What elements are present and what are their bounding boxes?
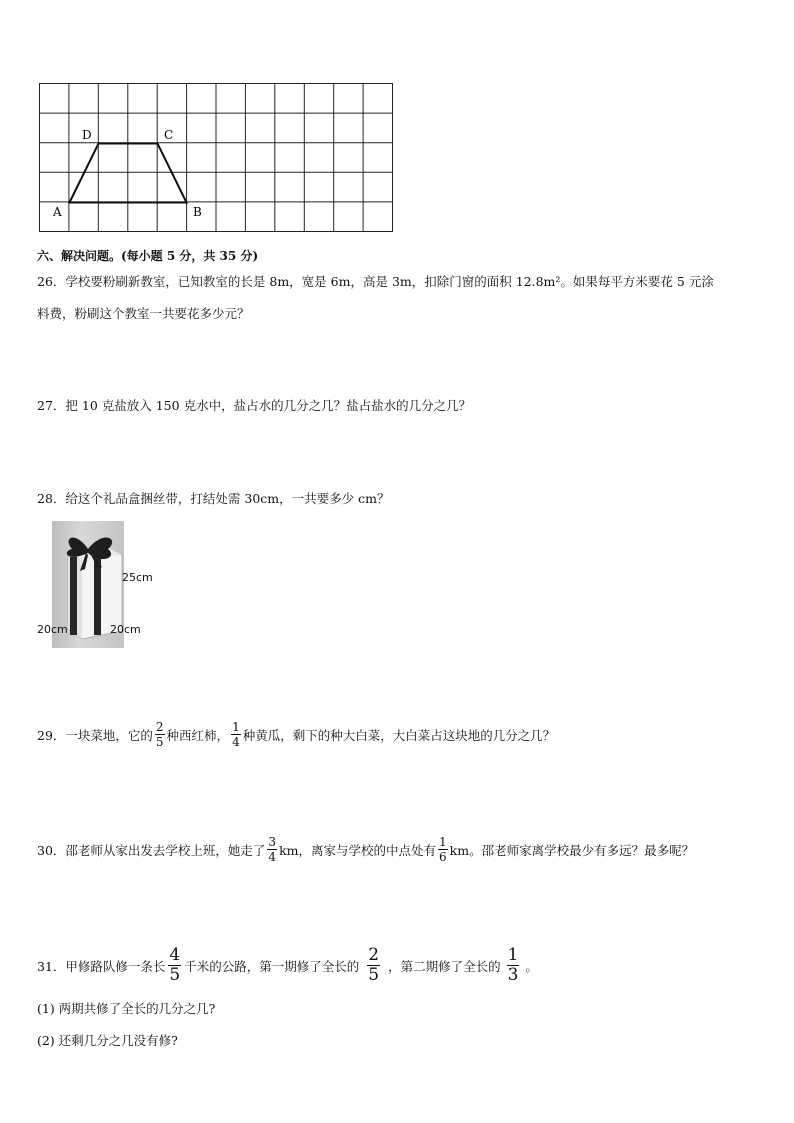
left-width-label: 20cm: [37, 623, 68, 636]
q31-fraction-2-5: [367, 947, 380, 984]
q31-mid: 千米的公路，第一期修了全长的: [184, 958, 360, 974]
q29-mid: 种西红柿，: [166, 727, 230, 743]
q30-mid: km，离家与学校的中点处有: [279, 842, 436, 858]
frac-den: 6: [439, 850, 447, 864]
frac-num: 2: [368, 945, 380, 965]
grid-figure: [0, 0, 794, 240]
vertex-label-c: C: [164, 128, 174, 142]
q30-post: km。邵老师家离学校最少有多远？最多呢？: [449, 842, 695, 858]
question-31-part-1: (1) 两期共修了全长的几分之几?: [37, 1001, 216, 1016]
frac-num: 4: [169, 945, 181, 965]
q30-pre: 30．邵老师从家出发去学校上班，她走了: [37, 842, 266, 858]
q31-fraction-4-5: [168, 947, 181, 984]
question-27: 27．把 10 克盐放入 150 克水中，盐占水的几分之几？盐占盐水的几分之几？: [37, 398, 472, 413]
frac-den: 3: [507, 965, 519, 985]
q31-post: 。: [525, 958, 538, 974]
vertex-label-a: A: [53, 205, 62, 219]
question-30: [37, 836, 694, 863]
question-26-cont: [37, 304, 250, 322]
frac-num: 1: [507, 945, 519, 965]
question-26: [37, 272, 714, 290]
question-29: [37, 721, 555, 748]
height-label: 25cm: [122, 571, 153, 584]
q29-post: 种黄瓜，剩下的种大白菜，大白菜占这块地的几分之几？: [242, 727, 556, 743]
vertex-label-b: B: [193, 205, 202, 219]
section-title: 六、解决问题。(每小题 5 分，共 35 分): [37, 249, 259, 263]
frac-num: 1: [439, 835, 447, 849]
frac-den: 4: [232, 735, 240, 749]
question-26-line2: 料费，粉刷这个教室一共要花多少元？: [37, 306, 250, 321]
question-26-line1: 26．学校要粉刷新教室，已知教室的长是 8m，宽是 6m，高是 3m，扣除门窗的面积 12.8m²。如果每平方米要花 5 元涂: [37, 274, 714, 289]
frac-num: 1: [232, 720, 240, 734]
question-31-part-2: (2) 还剩几分之几没有修?: [37, 1033, 178, 1048]
right-depth-label: 20cm: [110, 623, 141, 636]
q29-pre: 29．一块菜地，它的: [37, 727, 153, 743]
frac-num: 3: [268, 835, 277, 849]
q29-fraction-1-4: [231, 721, 241, 748]
q30-fraction-1-6: [438, 836, 448, 863]
q30-fraction-3-4: [267, 836, 277, 863]
q31-mid2: ，第二期修了全长的: [388, 958, 501, 974]
frac-num: 2: [155, 720, 164, 734]
frac-den: 5: [368, 965, 380, 985]
frac-den: 4: [268, 850, 277, 864]
q31-fraction-1-3: [507, 947, 520, 984]
question-28: 28．给这个礼品盒捆丝带，打结处需 30cm，一共要多少 cm？: [37, 491, 390, 506]
frac-den: 5: [155, 735, 164, 749]
frac-den: 5: [169, 965, 181, 985]
q29-fraction-2-5: [155, 721, 165, 748]
q31-pre: 31．甲修路队修一条长: [37, 958, 166, 974]
vertex-label-d: D: [82, 128, 92, 142]
question-31: [37, 947, 538, 984]
